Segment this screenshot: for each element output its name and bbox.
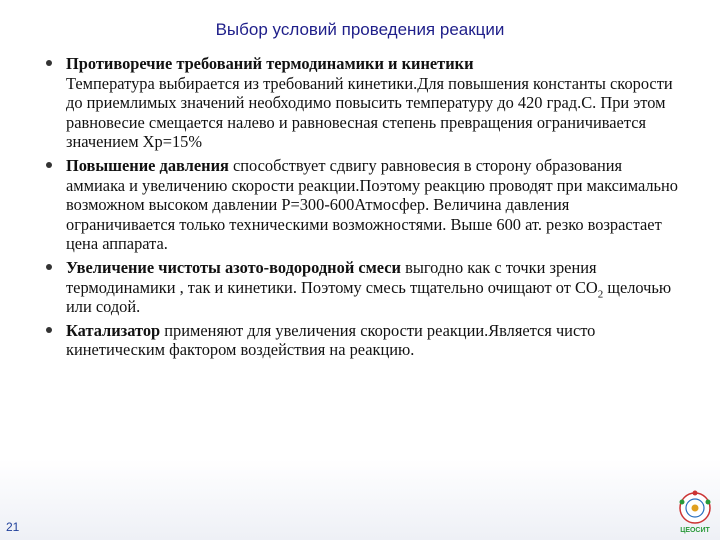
bullet-bold-lead: Повышение давления — [66, 155, 229, 175]
page-number: 21 — [6, 520, 20, 534]
bullet-text: применяют для увеличения скорости реакции.Является чисто кинетическим фактором воздействия на реакцию. — [66, 320, 596, 360]
bullet-list — [40, 54, 680, 364]
bullet-dot-icon — [46, 60, 52, 66]
bullet-text: выгодно как с точки зрения термодинамики , так и кинетики. Поэтому смесь тщательно очищают от СО — [66, 257, 598, 297]
list-item — [40, 321, 680, 360]
bullet-text-end: щелочью или содой. — [66, 277, 672, 317]
logo-icon — [672, 488, 718, 536]
list-item — [40, 258, 680, 317]
bullet-bold-lead: Увеличение чистоты азото-водородной смеси — [66, 257, 401, 277]
slide-title: Выбор условий проведения реакции — [215, 20, 505, 39]
subscript: 2 — [597, 287, 604, 300]
bullet-heading: Противоречие требований термодинамики и кинетики — [66, 54, 474, 73]
bullet-text: Температура выбирается из требований кинетики.Для повышения константы скорости до приемлимых значений необходимо повысить температуру до 420 град.С. При этом равновесие смещается налево и равновесная степень превращения ограничивается значением Хр=15% — [66, 73, 673, 152]
bullet-dot-icon — [46, 162, 52, 168]
bullet-bold-lead: Катализатор — [66, 320, 161, 340]
bullet-text: способствует сдвигу равновесия в сторону образования аммиака и увеличению скорости реакции.Поэтому реакцию проводят при максимально возможном высоком давлении Р=300-600Атмосфер. Величина давления ограничивается только техническими возможностями. Выше 600 ат. резко возрастает цена аппарата. — [66, 155, 678, 254]
logo-text: ЦЕОСИТ — [680, 527, 710, 534]
bullet-dot-icon — [46, 264, 52, 270]
bullet-dot-icon — [46, 327, 52, 333]
list-item — [40, 54, 680, 152]
list-item — [40, 156, 680, 254]
